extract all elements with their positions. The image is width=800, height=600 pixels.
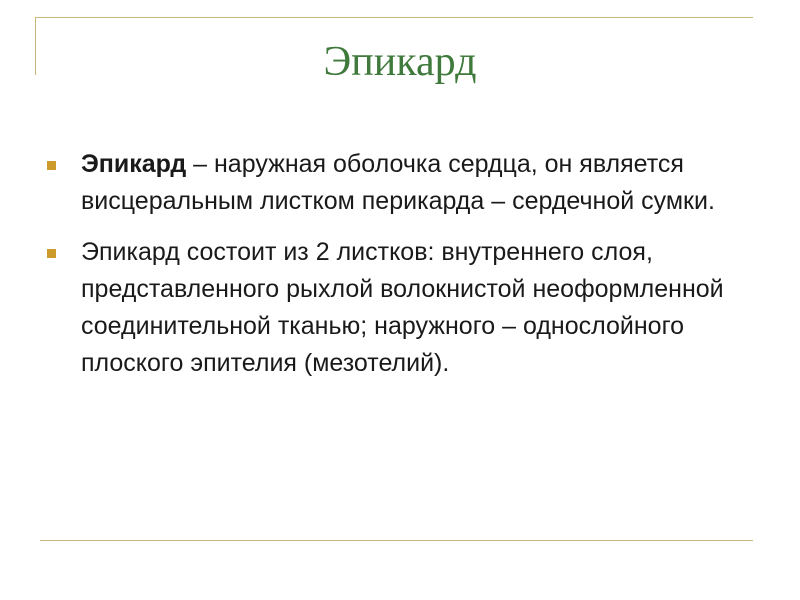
bullet-item-2 <box>47 234 767 382</box>
slide-content <box>47 146 767 396</box>
bullet-term: Эпикард <box>81 150 187 178</box>
bottom-frame-line <box>40 540 753 541</box>
top-frame-line <box>35 17 753 18</box>
square-bullet-icon <box>47 161 56 170</box>
bullet-text: Эпикард состоит из 2 листков: внутреннего слоя, представленного рыхлой волокнистой неоформленной соединительной тканью; наружного – однослойного плоского эпителия (мезотелий). <box>81 238 724 377</box>
square-bullet-icon <box>47 249 56 258</box>
bullet-item-1 <box>47 146 767 220</box>
bullet-text: – наружная оболочка сердца, он является висцеральным листком перикарда – сердечной сумки. <box>81 150 715 215</box>
slide-title: Эпикард <box>323 39 477 85</box>
